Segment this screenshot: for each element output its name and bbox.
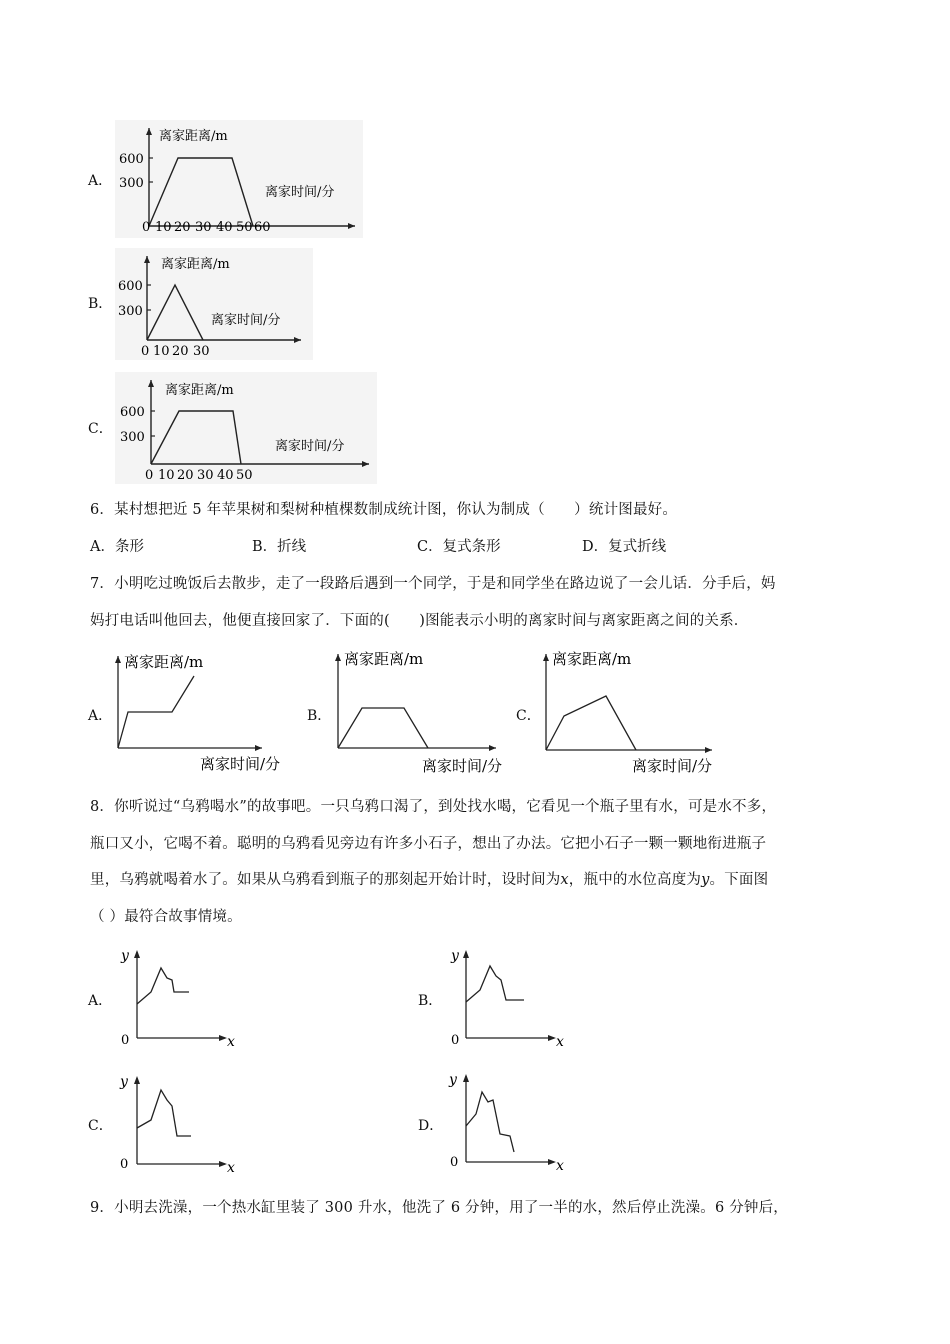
q8-question-line-3 <box>90 868 768 889</box>
x-tick-label: 30 <box>193 344 210 359</box>
water-level-graph <box>115 1068 245 1176</box>
water-level-graph <box>446 1066 576 1176</box>
y-axis-label: y <box>451 948 459 964</box>
y-axis-label: y <box>121 948 129 964</box>
option-label: B． <box>418 993 443 1009</box>
distance-time-graph <box>115 372 377 484</box>
y-axis-label: 离家距离/m <box>165 383 234 398</box>
option-label: A． <box>88 708 113 724</box>
y-tick-label: 300 <box>118 304 143 319</box>
q8-question-line-2: 瓶口又小，它喝不着。聪明的乌鸦看见旁边有许多小石子，想出了办法。它把小石子一颗一颗地衔进瓶子 <box>90 836 767 852</box>
q8-question-line-1: 8．你听说过“乌鸦喝水”的故事吧。一只乌鸦口渴了，到处找水喝，它看见一个瓶子里有水，可是水不多， <box>90 799 777 815</box>
x-axis-label: x <box>556 1158 564 1174</box>
origin-label: 0 <box>451 1033 460 1048</box>
distance-time-graph <box>540 644 740 776</box>
text-segment: ，瓶中的水位高度为 <box>568 872 702 888</box>
x-axis-label: x <box>227 1160 235 1176</box>
y-tick-label: 600 <box>120 405 145 420</box>
y-tick-label: 300 <box>119 176 144 191</box>
y-tick-label: 300 <box>120 430 145 445</box>
origin-label: 0 <box>120 1157 129 1172</box>
q6-question-text: 6．某村想把近 5 年苹果树和梨树种植棵数制成统计图，你认为制成（ ）统计图最好。 <box>90 502 678 518</box>
x-tick-label: 0 <box>141 344 150 359</box>
x-tick-label: 50 <box>236 220 253 235</box>
water-level-graph <box>115 944 245 1052</box>
y-axis-label: 离家距离/m <box>552 650 632 668</box>
y-axis-label: y <box>120 1074 128 1090</box>
q7-question-line-2: 妈打电话叫他回去，他便直接回家了．下面的( )图能表示小明的离家时间与离家距离之间的关系． <box>90 613 749 629</box>
x-axis-label: 离家时间/分 <box>211 313 281 328</box>
x-tick-label: 10 <box>155 220 172 235</box>
x-tick-label: 50 <box>236 468 253 483</box>
y-axis-label: 离家距离/m <box>159 129 228 144</box>
text-segment: 。下面图 <box>709 872 769 888</box>
origin-label: 0 <box>450 1155 459 1170</box>
x-tick-label: 30 <box>197 468 214 483</box>
x-tick-label: 20 <box>174 220 191 235</box>
y-axis-label: y <box>449 1072 457 1088</box>
x-tick-label: 0 <box>145 468 154 483</box>
option-label: A． <box>88 173 113 189</box>
q8-question-line-4: （ ）最符合故事情境。 <box>90 909 242 925</box>
water-level-graph <box>446 944 576 1052</box>
x-tick-label: 20 <box>177 468 194 483</box>
x-tick-label: 40 <box>217 468 234 483</box>
x-axis-label: 离家时间/分 <box>265 185 335 200</box>
x-tick-label: 20 <box>172 344 189 359</box>
option-label: C． <box>516 708 541 724</box>
option-label: D． <box>418 1118 444 1134</box>
x-tick-label: 0 <box>142 220 151 235</box>
distance-time-graph <box>332 644 528 776</box>
q6-choice-a[interactable]: A．条形 <box>90 539 144 555</box>
y-axis-label: 离家距离/m <box>161 257 230 272</box>
y-axis-label: 离家距离/m <box>344 650 424 668</box>
origin-label: 0 <box>121 1033 130 1048</box>
option-label: B． <box>88 296 113 312</box>
text-segment: 里，乌鸦就喝着水了。如果从乌鸦看到瓶子的那刻起开始计时，设时间为 <box>90 872 561 888</box>
q6-choice-d[interactable]: D．复式折线 <box>582 539 667 555</box>
distance-time-graph <box>112 646 294 774</box>
x-axis-label: 离家时间/分 <box>200 755 281 773</box>
x-axis-label: 离家时间/分 <box>632 757 713 775</box>
option-label: A． <box>88 993 113 1009</box>
y-axis-label: 离家距离/m <box>124 653 204 671</box>
x-tick-label: 30 <box>195 220 212 235</box>
x-tick-label: 10 <box>153 344 170 359</box>
q6-choice-b[interactable]: B．折线 <box>252 539 307 555</box>
distance-time-graph <box>115 248 313 360</box>
option-label: C． <box>88 421 113 437</box>
option-label: B． <box>307 708 332 724</box>
x-axis-label: x <box>227 1034 235 1050</box>
variable-x: x <box>560 872 569 888</box>
q9-question-text: 9．小明去洗澡，一个热水缸里装了 300 升水，他洗了 6 分钟，用了一半的水，然后停止洗澡。6 分钟后， <box>90 1200 788 1216</box>
x-axis-label: 离家时间/分 <box>275 439 345 454</box>
x-axis-label: x <box>556 1034 564 1050</box>
x-tick-label: 60 <box>254 220 271 235</box>
option-label: C． <box>88 1118 113 1134</box>
x-axis-label: 离家时间/分 <box>422 757 503 775</box>
variable-y: y <box>701 872 710 888</box>
x-tick-label: 10 <box>158 468 175 483</box>
distance-time-graph <box>115 120 363 238</box>
q6-choice-c[interactable]: C．复式条形 <box>417 539 501 555</box>
x-tick-label: 40 <box>216 220 233 235</box>
q7-question-line-1: 7．小明吃过晚饭后去散步，走了一段路后遇到一个同学，于是和同学坐在路边说了一会儿话．分手后，妈 <box>90 576 776 592</box>
y-tick-label: 600 <box>118 279 143 294</box>
y-tick-label: 600 <box>119 152 144 167</box>
